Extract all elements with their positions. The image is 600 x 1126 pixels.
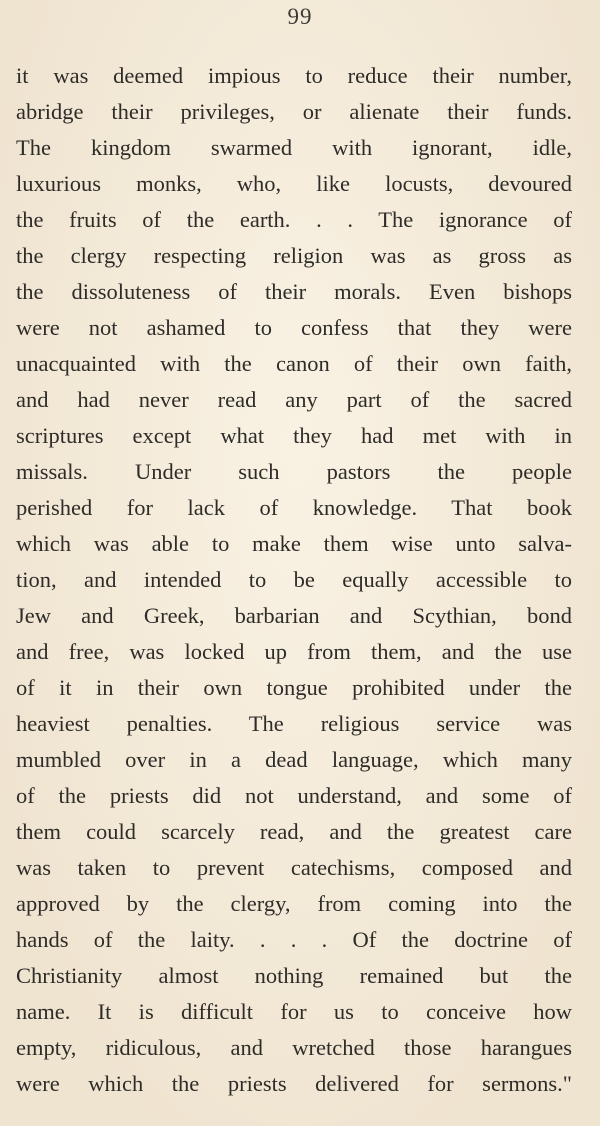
text-line: the clergy respecting religion was as gross as (16, 243, 572, 268)
text-line: was taken to prevent catechisms, composed and (16, 855, 572, 880)
body-text (16, 58, 572, 1102)
text-line: which was able to make them wise unto salva- (16, 531, 572, 556)
text-line: and had never read any part of the sacred (16, 387, 572, 412)
text-line: empty, ridiculous, and wretched those harangues (16, 1035, 572, 1060)
text-line: of the priests did not understand, and some of (16, 783, 572, 808)
text-line: Christianity almost nothing remained but the (16, 963, 572, 988)
text-line: unacquainted with the canon of their own faith, (16, 351, 572, 376)
text-line: the fruits of the earth. . . The ignorance of (16, 207, 572, 232)
text-line: hands of the laity. . . . Of the doctrine of (16, 927, 572, 952)
text-line: Jew and Greek, barbarian and Scythian, bond (16, 603, 572, 628)
text-line: heaviest penalties. The religious service was (16, 711, 572, 736)
text-line: missals. Under such pastors the people (16, 459, 572, 484)
text-line: it was deemed impious to reduce their number, (16, 63, 572, 88)
text-line: luxurious monks, who, like locusts, devoured (16, 171, 572, 196)
text-line: mumbled over in a dead language, which many (16, 747, 572, 772)
text-line: of it in their own tongue prohibited under the (16, 675, 572, 700)
text-line: them could scarcely read, and the greatest care (16, 819, 572, 844)
text-line: perished for lack of knowledge. That book (16, 495, 572, 520)
page-number: 99 (287, 4, 313, 29)
text-line: abridge their privileges, or alienate their funds. (16, 99, 572, 124)
text-line: the dissoluteness of their morals. Even bishops (16, 279, 572, 304)
text-line: approved by the clergy, from coming into the (16, 891, 572, 916)
text-line: tion, and intended to be equally accessible to (16, 567, 572, 592)
text-line: The kingdom swarmed with ignorant, idle, (16, 135, 572, 160)
text-line: and free, was locked up from them, and the use (16, 639, 572, 664)
text-line: were which the priests delivered for sermons." (16, 1071, 572, 1096)
text-line: scriptures except what they had met with in (16, 423, 572, 448)
text-line: were not ashamed to confess that they were (16, 315, 572, 340)
text-line: name. It is difficult for us to conceive how (16, 999, 572, 1024)
